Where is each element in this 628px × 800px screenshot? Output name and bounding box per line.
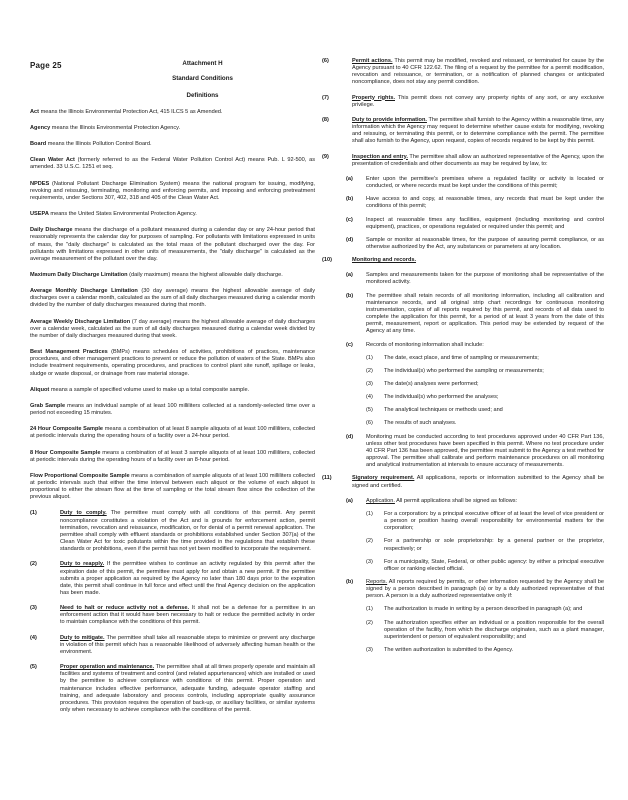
sub-item: [366, 355, 604, 362]
definition-text: means a combination of at least 8 sample aliquots of at least 100 milliliters, collected at periodic intervals during the operating hours of a facility over a 24-hour period.: [30, 426, 315, 440]
sub-item: [344, 176, 604, 190]
definition: [30, 109, 315, 116]
sub-item: [344, 579, 604, 600]
left-column: [30, 58, 315, 722]
sub-item-text: Records of monitoring information shall include:: [366, 341, 484, 348]
condition-title: Proper operation and maintenance.: [60, 664, 155, 671]
definition: [30, 227, 315, 263]
sub-item-number: (d): [346, 236, 354, 243]
condition-number: (1): [30, 510, 37, 517]
definition-text: (7 day average) means the highest allowable average of daily discharges over a calendar week, calculated as the sum of all daily discharges measured during a calendar week divided by the number of daily discharges measured during that week.: [30, 318, 315, 339]
definition-term: USEPA: [30, 211, 49, 218]
sub-item-number: (2): [366, 367, 373, 374]
sub-item-number: (b): [346, 578, 354, 585]
condition-item: [322, 58, 604, 87]
definition-term: Agency: [30, 124, 51, 131]
condition-number: (9): [322, 153, 329, 160]
inspection-items: [344, 176, 604, 251]
sub-item: [344, 272, 604, 286]
condition-text: The permittee shall furnish to the Agency within a reasonable time, any information which the Agency may request to determine whether cause exists for modifying, revoking and reissuing, or terminating this permit, or to determine compliance with the permit. The permittee shall also furnish to the Agency, upon request, copies of records required to be kept by this permit.: [352, 116, 604, 145]
sub-item-text: The individual(s) who performed the analyses;: [384, 394, 499, 401]
application-items: [366, 511, 604, 573]
definition: [30, 125, 315, 132]
sub-item: [344, 237, 604, 251]
condition-item: [322, 95, 604, 109]
attachment-title: Attachment H: [182, 60, 223, 67]
condition-text: If the permittee wishes to continue an activity regulated by this permit after the expiration date of this permit, the permittee must apply for and obtain a new permit. If the permittee submits a proper application as required by the Agency no later than 180 days prior to the expiration date, this permit shall continue in full force and effect until the final Agency decision on the application has been made.: [60, 561, 315, 596]
monitoring-item-d: [344, 434, 604, 470]
condition-number: (4): [30, 634, 37, 641]
sub-item: [366, 559, 604, 573]
sub-item-text: The authorization specifies either an individual or a position responsible for the overall operation of the facility, from which the discharge originates, such as a plant manager, superintendent or person of equivalent responsibility; and: [384, 619, 604, 640]
sub-item: [366, 620, 604, 641]
signatory-item-b: [344, 579, 604, 600]
condition-text: The permittee shall take all reasonable steps to minimize or prevent any discharge in violation of this permit which has a reasonable likelihood of adversely affecting human health or the environment.: [60, 634, 316, 655]
sub-item: [366, 420, 604, 427]
definition-text: means a combination of sample aliquots of at least 100 milliliters collected at periodic intervals such that either the time interval between each aliquot or the volume of each aliquot is proportional to either the stream flow at the time of sampling or the total stream flow since the collection of the previous aliquot.: [30, 472, 316, 501]
condition-item: [30, 635, 315, 656]
sub-item-number: (6): [366, 420, 373, 427]
sub-item-number: (c): [346, 341, 353, 348]
sub-item-text: The date, exact place, and time of sampling or measurements;: [384, 354, 539, 361]
definition: [30, 157, 315, 171]
definition-term: Average Monthly Discharge Limitation: [30, 288, 138, 295]
definition-text: means a sample of specified volume used to make up a total composite sample.: [50, 386, 250, 393]
condition-title: Duty to reapply.: [60, 561, 105, 568]
sub-item-text: Have access to and copy, at reasonable times, any records that must be kept under the conditions of this permit;: [366, 196, 604, 210]
sub-item: [366, 511, 604, 532]
sub-item: [366, 368, 604, 375]
sub-item: [344, 293, 604, 336]
condition-number: (6): [322, 58, 329, 64]
condition-text: It shall not be a defense for a permittee in an enforcement action that it would have been necessary to halt or reduce the permitted activity in order to maintain compliance with the conditions of this permit.: [60, 605, 316, 626]
sub-item-title: Reports.: [366, 578, 388, 585]
sub-item-text: All reports required by permits, or other information requested by the Agency shall be signed by a person described in paragraph (a) or by a duly authorized representative of that person. A person is a duly authorized representative only if:: [366, 578, 605, 600]
sub-item-text: The results of such analyses.: [384, 420, 457, 427]
monitoring-items: [344, 272, 604, 348]
sub-item-number: (d): [346, 433, 354, 440]
definition-term: Average Weekly Discharge Limitation: [30, 318, 131, 325]
definition-term: Maximum Daily Discharge Limitation: [30, 272, 128, 278]
definition-text: means an individual sample of at least 100 milliliters collected at a randomly-selected time over a period not exceeding 15 minutes.: [30, 402, 316, 417]
definition: [30, 403, 315, 417]
sub-item-text: For a corporation: by a principal executive officer of at least the level of vice president or a person or position having overall responsibility for environmental matters for the corporation;: [384, 510, 604, 532]
definition-term: Daily Discharge: [30, 227, 73, 234]
definition: [30, 450, 315, 464]
sub-item-text: Sample or monitor at reasonable times, for the purpose of assuring permit compliance, or as otherwise authorized by the Act, any substances or parameters at any location.: [366, 236, 604, 250]
sub-item-number: (4): [366, 394, 373, 401]
sub-item-number: (b): [346, 292, 354, 299]
condition-item: [30, 664, 315, 714]
definition-term: Clean Water Act: [30, 157, 75, 164]
definition-term: Grab Sample: [30, 402, 66, 409]
sub-item-text: The date(s) analyses were performed;: [384, 381, 479, 387]
page-number: Page 25: [30, 61, 62, 70]
definitions-list: [30, 109, 315, 502]
condition-item: [322, 154, 604, 168]
definition-text: means the Illinois Environmental Protection Act, 415 ILCS 5 as Amended.: [40, 108, 223, 115]
sub-item-number: (a): [346, 272, 353, 279]
definition: [30, 141, 315, 148]
definition: [30, 473, 315, 502]
sub-item-number: (3): [366, 647, 373, 654]
definition: [30, 272, 315, 279]
condition-item: [30, 510, 315, 553]
sub-item-text: Monitoring must be conducted according to test procedures approved under 40 CFR Part 136, unless other test procedures have been specified in this permit. Where no test procedure under 40 CFR Part 136 has been approved, the permittee must submit to the Agency a test method for approval. The permittee shall calibrate and perform maintenance procedures on all monitoring and analytical instrumentation at intervals to ensure accuracy of measurements.: [366, 433, 604, 469]
condition-text: The permittee must comply with all conditions of this permit. Any permit noncompliance constitutes a violation of the Act and is grounds for enforcement action, permit termination, revocation and reissuance, modification, or for denial of a permit renewal application. The permittee shall comply with effluent standards or prohibitions established under Section 307(a) of the Clean Water Act for toxic pollutants within the time provided in the regulations that establish these standards or prohibitions, even if the permit has not yet been modified to incorporate the requirement.: [60, 510, 316, 553]
right-column: [322, 58, 604, 660]
definition: [30, 288, 315, 309]
condition-number: (10): [322, 257, 332, 264]
sub-item-text: The individual(s) who performed the sampling or measurements;: [384, 367, 544, 374]
conditions-list-left: [30, 510, 315, 714]
definition-text: (30 day average) means the highest allowable average of daily discharges over a calendar month, calculated as the sum of all daily discharges measured during a calendar month divided by the number of daily discharges measured during that month.: [30, 288, 315, 309]
condition-title: Duty to mitigate.: [60, 634, 105, 641]
condition-title: Inspection and entry.: [352, 153, 408, 160]
condition-item: [30, 605, 315, 626]
condition-title: Need to halt or reduce activity not a defense.: [60, 605, 190, 612]
definition-term: 8 Hour Composite Sample: [30, 449, 101, 456]
sub-item-number: (1): [366, 510, 373, 517]
definition: [30, 181, 315, 202]
condition-title: Permit actions.: [352, 58, 393, 64]
condition-text: The permittee shall at all times properly operate and maintain all facilities and systems of treatment and control (and related appurtenances) which are installed or used by the permittee to achieve compliance with conditions of this permit. Proper operation and maintenance includes effective performance, adequate funding, adequate operator staffing and training, and adequate laboratory and process controls, including appropriate quality assurance procedures. This provision requires the operation of back-up, or auxiliary facilities, or similar systems only when necessary to achieve compliance with the conditions of the permit.: [60, 664, 316, 714]
definition-text: (daily maximum) means the highest allowable daily discharge.: [129, 272, 283, 278]
sub-item-text: The analytical techniques or methods used; and: [384, 407, 503, 414]
sub-item-text: For a municipality, State, Federal, or other public agency: by either a principal executive officer or ranking elected official.: [384, 558, 604, 572]
sub-item-text: The written authorization is submitted to the Agency.: [384, 647, 514, 654]
definition-term: Board: [30, 141, 47, 148]
signatory-item-a: [344, 498, 604, 505]
sub-item: [344, 217, 604, 231]
sub-item-number: (2): [366, 538, 373, 545]
sub-item-text: All permit applications shall be signed as follows:: [396, 497, 518, 504]
condition-number: (11): [322, 475, 332, 482]
condition-item: [322, 475, 604, 489]
definition-text: means the Illinois Pollution Control Board.: [47, 141, 152, 148]
sub-item: [344, 342, 604, 349]
sub-item-number: (b): [346, 196, 354, 203]
definition-text: means the United States Environmental Protection Agency.: [50, 211, 197, 218]
sub-item-text: The authorization is made in writing by a person described in paragraph (a); and: [384, 606, 583, 613]
definition-term: NPDES: [30, 180, 50, 187]
sub-item-text: Inspect at reasonable times any facilities, equipment (including monitoring and control equipment), practices, or operations regulated or required under this permit; and: [366, 216, 604, 230]
condition-number: (8): [322, 116, 329, 123]
condition-item: [322, 257, 604, 264]
definition: [30, 387, 315, 394]
sub-item-title: Application.: [366, 497, 395, 504]
sub-item-text: Enter upon the permittee's premises where a regulated facility or activity is located or conducted, or where records must be kept under the conditions of this permit;: [366, 175, 604, 190]
conditions-list-right: [322, 58, 604, 168]
definition-term: Flow Proportional Composite Sample: [30, 472, 130, 479]
sub-item-number: (2): [366, 619, 373, 626]
sub-item: [366, 407, 604, 414]
condition-text: This permit may be modified, revoked and reissued, or terminated for cause by the Agency pursuant to 40 CFR 122.62. The filing of a request by the permittee for a permit modification, revocation and reissuance, or termination, or a notification of planned changes or anticipated noncompliance, does not stay any permit condition.: [352, 58, 604, 86]
definition-term: Act: [30, 108, 40, 115]
condition-number: (2): [30, 561, 37, 568]
condition-text: This permit does not convey any property rights of any sort, or any exclusive privilege.: [352, 94, 604, 108]
sub-item-number: (1): [366, 606, 373, 613]
sub-item: [366, 381, 604, 388]
sub-item-text: The permittee shall retain records of all monitoring information, including all calibration and maintenance records, and all original strip chart recordings for continuous monitoring instrumentation, copies of all reports required by this permit, and records of all data used to complete the application for this permit, for a period of at least 3 years from the date of this permit, measurement, report or application. This period may be extended by request of the Agency at any time.: [366, 292, 604, 335]
condition-item: [30, 561, 315, 597]
sub-item: [366, 647, 604, 654]
condition-title: Duty to comply.: [60, 510, 107, 517]
condition-number: (3): [30, 605, 37, 612]
sub-item-number: (1): [366, 354, 373, 361]
condition-number: (5): [30, 664, 37, 671]
definition-text: means a combination of at least 3 sample aliquots of at least 100 milliliters, collected at periodic intervals during the operating hours of a facility over an 8-hour period.: [30, 449, 315, 463]
sub-item-number: (3): [366, 558, 373, 565]
representative-items: [366, 606, 604, 654]
condition-text: The permittee shall allow an authorized representative of the Agency, upon the presentation of credentials and other documents as may be required by law, to:: [352, 153, 605, 167]
section-title: Definitions: [186, 91, 219, 99]
sub-item: [366, 394, 604, 401]
sub-item-number: (a): [346, 497, 353, 504]
condition-title: Monitoring and records.: [352, 257, 417, 264]
condition-number: (7): [322, 94, 329, 101]
definition-text: (National Pollutant Discharge Elimination System) means the national program for issuing, modifying, revoking and reissuing, terminating, monitoring and enforcing permits, and imposing and enforcing pretreatment requirements, under Sections 307, 402, 318 and 405 of the Clean Water Act.: [30, 180, 315, 201]
document-title: Standard Conditions: [172, 74, 233, 82]
definition-term: Aliquot: [30, 386, 50, 393]
sub-item-text: For a partnership or sole proprietorship: by a general partner or the proprietor, respectively; or: [384, 538, 604, 552]
sub-item: [344, 498, 604, 505]
definition-text: (BMPs) means schedules of activities, prohibitions of practices, maintenance procedures, and other management practices to prevent or reduce the pollution of waters of the State. BMPs also include treatment requirements, operating procedures, and practices to control plant site runoff, spillage or leaks, sludge or waste disposal, or drainage from raw material storage.: [30, 349, 315, 377]
definition: [30, 426, 315, 440]
sub-item-number: (c): [346, 216, 353, 223]
definition-term: Best Management Practices: [30, 349, 108, 356]
condition-item: [322, 117, 604, 146]
sub-item-number: (3): [366, 381, 373, 387]
definition-text: means the Illinois Environmental Protection Agency.: [51, 124, 181, 131]
condition-title: Duty to provide information.: [352, 116, 427, 123]
sub-item-number: (a): [346, 175, 353, 182]
definition: [30, 349, 315, 378]
sub-item: [366, 606, 604, 613]
definition: [30, 211, 315, 218]
definition: [30, 319, 315, 340]
sub-item: [344, 434, 604, 470]
definition-term: 24 Hour Composite Sample: [30, 426, 104, 433]
sub-item-number: (5): [366, 407, 373, 414]
sub-item-text: Samples and measurements taken for the purpose of monitoring shall be representative of the monitored activity.: [366, 272, 604, 286]
condition-title: Property rights.: [352, 94, 395, 101]
condition-title: Signatory requirement.: [352, 475, 415, 482]
sub-item: [366, 538, 604, 552]
definition-text: means the discharge of a pollutant measured during a calendar day or any 24-hour period that reasonably represents the calendar day for purposes of sampling. For pollutants with limitations expressed in units of mass, the "daily discharge" is calculated as the total mass of the pollutant discharged over the day. For pollutants with limitations expressed in other units of measurements, the "daily discharge" is calculated as the average measurement of the pollutant over the day.: [30, 227, 315, 262]
record-items: [366, 355, 604, 428]
condition-text: All applications, reports or information submitted to the Agency shall be signed and certified.: [352, 475, 604, 489]
sub-item: [344, 196, 604, 210]
definition-text: (formerly referred to as the Federal Water Pollution Control Act) means Pub. L 92-500, as amended. 33 U.S.C. 1251 et seq.: [30, 157, 315, 171]
